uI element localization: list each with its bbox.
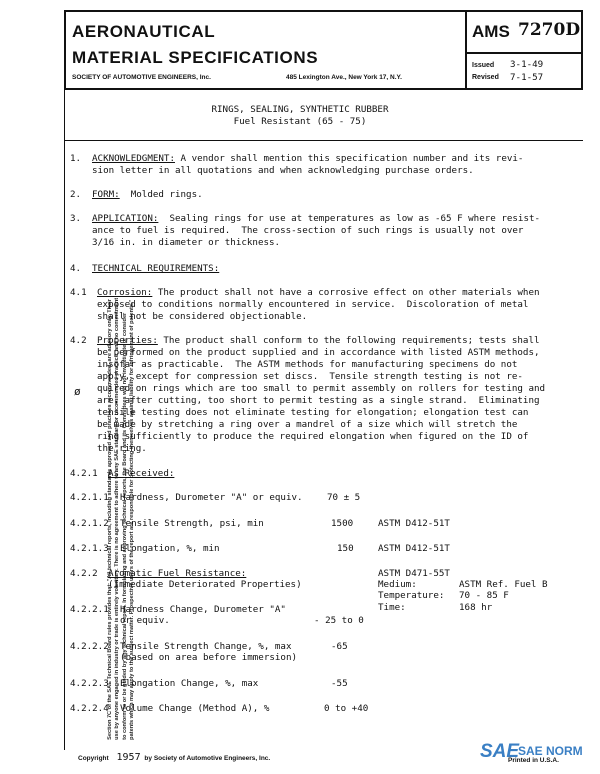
property-value: 1500 — [331, 518, 354, 529]
section-text: be made by stretching a ring over a mandrel of a size which will stretch the — [97, 419, 518, 430]
header-title-line2: MATERIAL SPECIFICATIONS — [72, 48, 319, 67]
issued-label: Issued — [472, 62, 495, 69]
section-4-2 — [97, 335, 540, 346]
medium-value: ASTM Ref. Fuel B — [459, 579, 548, 590]
property-label: Elongation, %, min — [120, 543, 220, 554]
section-4-1 — [97, 287, 540, 298]
property-value: 150 — [337, 543, 354, 554]
side-note-line: patents which may apply to the subject matter. Prospective users of the report are responsible for protecting themselves against liability for infringement of patents." — [129, 299, 136, 740]
section-text: The product shall conform to the following requirements; tests shall — [157, 335, 540, 346]
ams-label: AMS — [472, 22, 510, 41]
doc-title-line2: Fuel Resistant (65 - 75) — [233, 116, 367, 127]
section-1 — [92, 153, 523, 164]
property-label: Tensile Strength, psi, min — [120, 518, 264, 529]
section-number: 1. — [70, 153, 82, 164]
section-heading: APPLICATION: — [92, 213, 159, 224]
section-heading: FORM: — [92, 189, 120, 200]
sae-logo-mark: SAE — [480, 741, 520, 762]
section-text: be performed on the product supplied and in accordance with listed ASTM methods, — [97, 347, 540, 358]
society-name: SOCIETY OF AUTOMOTIVE ENGINEERS, Inc. — [72, 74, 211, 81]
section-number: 4.2.1.2 — [70, 518, 109, 529]
section-heading: As Received: — [108, 468, 175, 479]
section-number: 4.2 — [70, 335, 87, 346]
section-text: are, after cutting, too short to permit testing as a single strand. Eliminating — [97, 395, 540, 406]
test-method: ASTM D471-55T — [378, 568, 450, 579]
section-number: 4.2.2 — [70, 568, 98, 579]
section-text: the ring. — [97, 443, 147, 454]
side-note-line: to conform to or be guided by any technical report. In formulating and approving technical reports, the Board and its Committees will not investigate or consider — [122, 312, 128, 740]
test-method: ASTM D412-51T — [378, 543, 450, 554]
time-value: 168 hr — [459, 602, 493, 613]
issued-date: 3-1-49 — [510, 59, 544, 70]
section-text: exposed to conditions normally encountered in service. Discoloration of metal — [97, 299, 529, 310]
copyright-label: Copyright — [78, 755, 109, 762]
revised-label: Revised — [472, 74, 499, 81]
section-number: 4.2.2.3 — [70, 678, 109, 689]
section-text: 3/16 in. in diameter or thickness. — [92, 237, 281, 248]
property-value: -65 — [331, 641, 348, 652]
ams-number: 7270D — [518, 20, 581, 40]
section-number: 4.2.2.2 — [70, 641, 109, 652]
temperature-label: Temperature: — [378, 590, 445, 601]
copyright — [78, 752, 270, 763]
revision-marker: ø — [74, 385, 81, 398]
property-value: -55 — [331, 678, 348, 689]
time-label: Time: — [378, 602, 406, 613]
section-2 — [92, 189, 203, 200]
section-text: The product shall not have a corrosive effect on other materials when — [152, 287, 540, 298]
property-value: 70 ± 5 — [327, 492, 361, 503]
section-heading: Aromatic Fuel Resistance: — [108, 568, 247, 579]
section-text: insofar as practicable. The ASTM methods for manufacturing specimens do not — [97, 359, 518, 370]
section-text: apply, except for compression set discs. Tensile strength testing is not re- — [97, 371, 523, 382]
sae-logo-text: SAE NORM — [518, 744, 583, 758]
property-value: - 25 to 0 — [314, 615, 364, 626]
section-text: tensile testing does not eliminate testing for elongation; elongation test can — [97, 407, 529, 418]
section-number: 2. — [70, 189, 82, 200]
section-3 — [92, 213, 540, 224]
copyright-year: 1957 — [116, 752, 141, 763]
section-number: 4. — [70, 263, 82, 274]
property-label: Hardness, Durometer "A" or equiv. — [120, 492, 303, 503]
property-label: or equiv. — [120, 615, 170, 626]
section-text: sion letter in all quotations and when acknowledging purchase orders. — [92, 165, 474, 176]
section-text: Sealing rings for use at temperatures as low as -65 F where resist- — [158, 213, 541, 224]
section-number: 4.2.1.3 — [70, 543, 109, 554]
side-note-line: Section 7C of the SAE Technical Board rules provides that: "All technical reports, including standards approved and practices recommended, are advisory only. Their — [107, 299, 114, 740]
property-label: Hardness Change, Durometer "A" — [120, 604, 286, 615]
section-number: 4.2.2.1 — [70, 604, 109, 615]
property-label: Tensile Strength Change, %, max — [120, 641, 292, 652]
section-number: 4.2.1 — [70, 468, 98, 479]
sae-norm-logo — [478, 741, 600, 765]
section-number: 4.2.2.4 — [70, 703, 109, 714]
section-subheading: (Immediate Deteriorated Properties) — [108, 579, 302, 590]
section-heading: Corrosion: — [97, 287, 153, 298]
section-text: ance to fuel is required. The cross-section of such rings is usually not over — [92, 225, 524, 236]
society-address: 485 Lexington Ave., New York 17, N.Y. — [286, 74, 402, 81]
section-text: shall not be considered objectionable. — [97, 311, 308, 322]
doc-title-line1: RINGS, SEALING, SYNTHETIC RUBBER — [211, 104, 389, 115]
section-heading: TECHNICAL REQUIREMENTS: — [92, 263, 220, 274]
copyright-text: by Society of Automotive Engineers, Inc. — [144, 755, 271, 762]
property-label: Volume Change (Method A), % — [120, 703, 270, 714]
property-value: 0 to +40 — [324, 703, 369, 714]
header-title-line1: AERONAUTICAL — [72, 22, 216, 41]
section-text: Molded rings. — [119, 189, 203, 200]
section-text: ring sufficiently to produce the required elongation when figured on the ID of — [97, 431, 529, 442]
test-method: ASTM D412-51T — [378, 518, 450, 529]
section-text: quired on rings which are too small to permit assembly on rollers for testing and — [97, 383, 546, 394]
revised-date: 7-1-57 — [510, 72, 544, 83]
section-number: 4.1 — [70, 287, 87, 298]
section-heading: Properties: — [97, 335, 158, 346]
property-label: (based on area before immersion) — [120, 652, 298, 663]
property-label: Elongation Change, %, max — [120, 678, 259, 689]
temperature-value: 70 - 85 F — [459, 590, 509, 601]
medium-label: Medium: — [378, 579, 417, 590]
printed-in: Printed in U.S.A. — [508, 757, 559, 764]
section-text: A vendor shall mention this specification number and its revi- — [174, 153, 524, 164]
section-number: 3. — [70, 213, 82, 224]
section-heading: ACKNOWLEDGMENT: — [92, 153, 175, 164]
section-number: 4.2.1.1 — [70, 492, 109, 503]
side-note-line: use by anyone engaged in industry or trade is entirely voluntary. There is no agreement to adhere to any SAE standard or recommended practice, and no commitment — [114, 297, 121, 740]
